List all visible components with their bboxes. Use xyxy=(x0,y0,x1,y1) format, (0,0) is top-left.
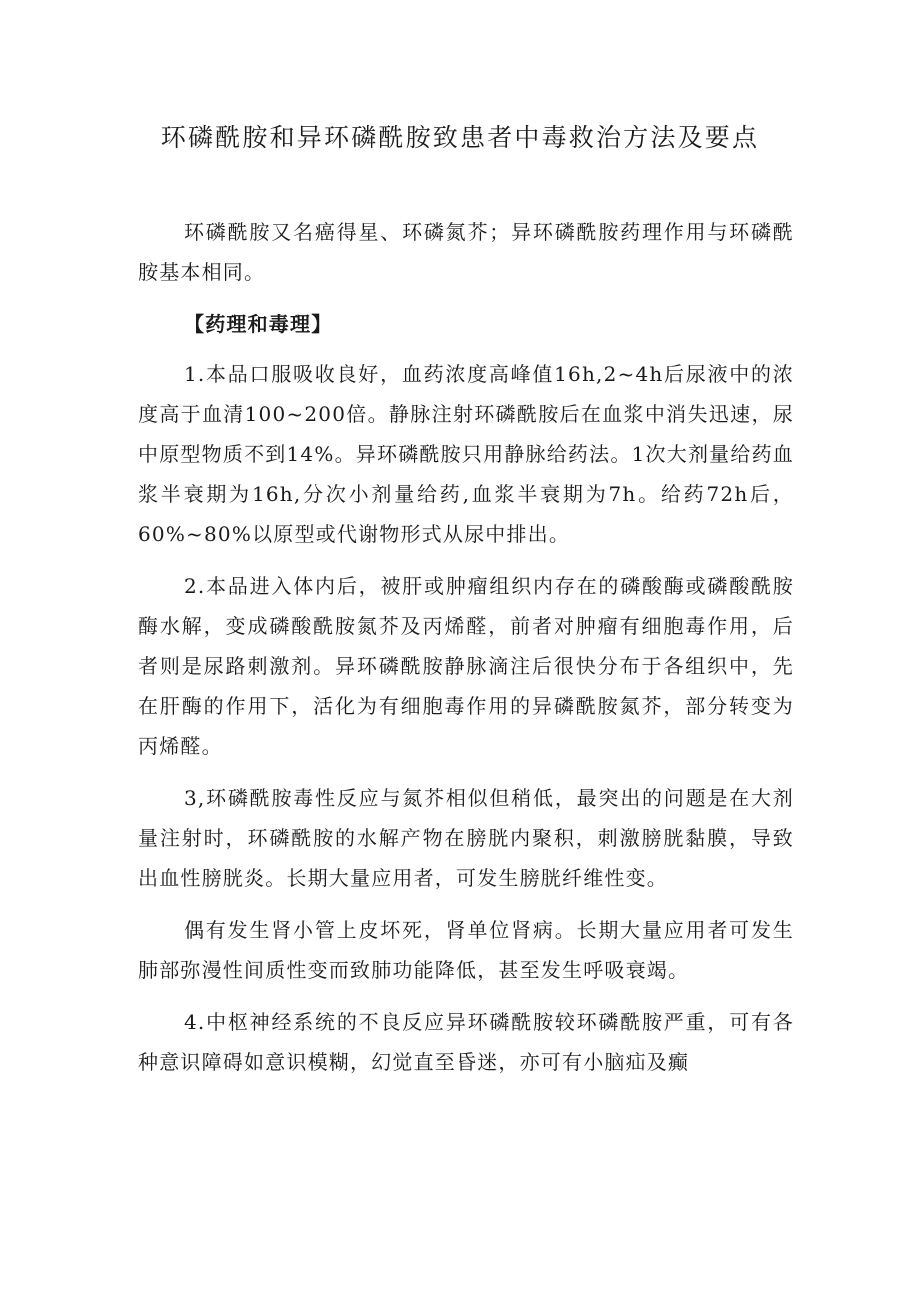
paragraph-4: 偶有发生肾小管上皮坏死，肾单位肾病。长期大量应用者可发生肺部弥漫性间质性变而致肺功能降低，甚至发生呼吸衰竭。 xyxy=(138,918,794,982)
intro-paragraph: 环磷酰胺又名癌得星、环磷氮芥；异环磷酰胺药理作用与环磷酰胺基本相同。 xyxy=(138,220,794,284)
document-title: 环磷酰胺和异环磷酰胺致患者中毒救治方法及要点 xyxy=(160,123,760,152)
paragraph-1: 1.本品口服吸收良好，血药浓度高峰值16h,2~4h后尿液中的浓度高于血清100~200倍。静脉注射环磷酰胺后在血浆中消失迅速，尿中原型物质不到14%。异环磷酰胺只用静脉给药法。1次大剂量给药血浆半衰期为16h,分次小剂量给药,血浆半衰期为7h。给药72h后，60%~80%以原型或代谢物形式从尿中排出。 xyxy=(138,362,794,546)
document-body xyxy=(138,212,794,1094)
section-heading: 【药理和毒理】 xyxy=(184,312,333,336)
paragraph-2: 2.本品进入体内后，被肝或肿瘤组织内存在的磷酸酶或磷酸酰胺酶水解，变成磷酸酰胺氮芥及丙烯醛，前者对肿瘤有细胞毒作用，后者则是尿路刺激剂。异环磷酰胺静脉滴注后很快分布于各组织中，先在肝酶的作用下，活化为有细胞毒作用的异磷酰胺氮芥，部分转变为丙烯醛。 xyxy=(138,574,794,758)
paragraph-3: 3,环磷酰胺毒性反应与氮芥相似但稍低，最突出的问题是在大剂量注射时，环磷酰胺的水解产物在膀胱内聚积，刺激膀胱黏膜，导致出血性膀胱炎。长期大量应用者，可发生膀胱纤维性变。 xyxy=(138,786,794,890)
paragraph-5: 4.中枢神经系统的不良反应异环磷酰胺较环磷酰胺严重，可有各种意识障碍如意识模糊，幻觉直至昏迷，亦可有小脑疝及癫 xyxy=(138,1010,794,1074)
